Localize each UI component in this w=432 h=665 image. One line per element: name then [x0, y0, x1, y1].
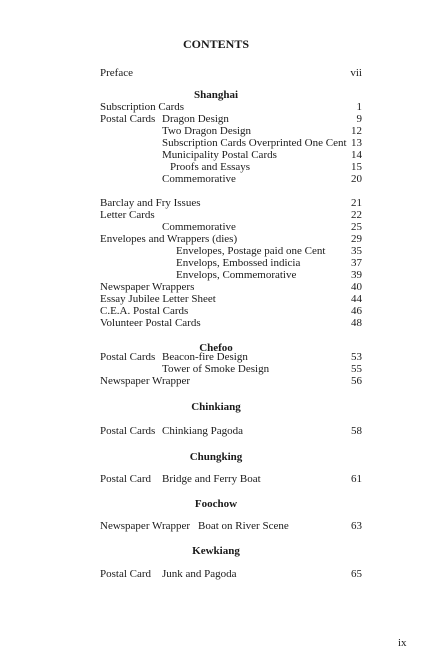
entry-sublabel: Proofs and Essays [170, 161, 251, 173]
entry-sublabel: Envelopes, Postage paid one Cent [176, 245, 326, 257]
page-number: 14 [351, 149, 362, 161]
entry-sublabel: Envelops, Commemorative [176, 269, 297, 281]
entry-label: C.E.A. Postal Cards [100, 305, 189, 317]
page-number: 63 [351, 520, 362, 532]
page-number: 40 [351, 281, 362, 293]
entry-label: Essay Jubilee Letter Sheet [100, 293, 216, 305]
page-number: 39 [351, 269, 362, 281]
section-heading-chefoo: Chefoo [199, 342, 233, 354]
entry-sublabel: Beacon-fire Design [162, 351, 248, 363]
section-heading-kewkiang: Kewkiang [192, 545, 240, 557]
page-title: CONTENTS [182, 37, 250, 51]
page-number: 55 [351, 363, 362, 375]
entry-sublabel: Commemorative [162, 173, 236, 185]
entry-sublabel: Two Dragon Design [162, 125, 252, 137]
section-heading-foochow: Foochow [194, 498, 238, 510]
page-number: 12 [351, 125, 362, 137]
entry-sublabel: Junk and Pagoda [162, 568, 237, 580]
page-number: 58 [351, 425, 362, 437]
entry-preface: Preface [100, 67, 133, 79]
entry-label: Envelopes and Wrappers (dies) [100, 233, 238, 245]
entry-sublabel: Subscription Cards Overprinted One Cent [162, 137, 347, 149]
page-number: 9 [356, 113, 362, 125]
entry-sublabel: Municipality Postal Cards [162, 149, 277, 161]
page-number: 22 [351, 209, 362, 221]
page-number: 56 [351, 375, 362, 387]
section-heading-chinkiang: Chinkiang [191, 401, 241, 413]
entry-sublabel: Dragon Design [162, 113, 229, 125]
page-number: 53 [351, 351, 362, 363]
page-number: 13 [351, 137, 362, 149]
page-number: 15 [351, 161, 362, 173]
entry-label: Letter Cards [100, 209, 155, 221]
entry-sublabel: Envelops, Embossed indicia [176, 257, 301, 269]
entry-label: Postal Cards [100, 113, 156, 125]
page-number: 37 [351, 257, 362, 269]
page-number: vii [350, 67, 362, 79]
entry-label: Postal Card [100, 568, 152, 580]
page-number: 48 [351, 317, 362, 329]
page-number: 35 [351, 245, 362, 257]
entry-label: Newspaper Wrappers [100, 281, 195, 293]
entry-label: Newspaper Wrapper [100, 520, 191, 532]
page-number: 65 [351, 568, 362, 580]
entry-label: Postal Cards [100, 351, 156, 363]
page-number: 29 [351, 233, 362, 245]
section-heading-chungking: Chungking [189, 451, 243, 463]
entry-sublabel: Boat on River Scene [198, 520, 289, 532]
entry-sublabel: Tower of Smoke Design [162, 363, 270, 375]
entry-label: Volunteer Postal Cards [100, 317, 201, 329]
entry-label: Subscription Cards [100, 101, 185, 113]
page-number: 21 [351, 197, 362, 209]
page-number: 20 [351, 173, 362, 185]
page-number: 1 [356, 101, 362, 113]
entry-label: Postal Card [100, 473, 152, 485]
page-number: 25 [351, 221, 362, 233]
folio: ix [398, 637, 407, 649]
page-number: 44 [351, 293, 362, 305]
section-heading-shanghai: Shanghai [193, 89, 239, 101]
page-number: 61 [351, 473, 362, 485]
entry-sublabel: Bridge and Ferry Boat [162, 473, 261, 485]
entry-label: Postal Cards [100, 425, 156, 437]
page-number: 46 [351, 305, 362, 317]
entry-label: Newspaper Wrapper [100, 375, 191, 387]
entry-sublabel: Commemorative [162, 221, 236, 233]
entry-label: Barclay and Fry Issues [100, 197, 201, 209]
entry-sublabel: Chinkiang Pagoda [162, 425, 243, 437]
